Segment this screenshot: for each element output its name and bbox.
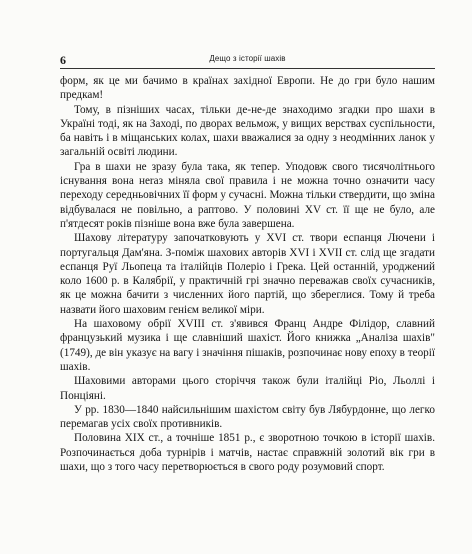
paragraph-3: Гра в шахи не зразу була така, як тепер. Уподовж свого тисячолітнього існування вона неraз міняла свої правила і не можна точно означити часу переходу середньовічних її форм у сучасні. Можна тільки ствердити, що зміна відбувалася не повільно, а раптово. У половині XV ст. її ще не було, але п'ятдесят років пізніше вона вже була завершена. (60, 160, 435, 230)
paragraph-6: Шаховими авторами цього сторіччя також були італійці Ріо, Льоллі і Понціяні. (60, 375, 435, 402)
body-text (60, 74, 435, 474)
paragraph-1: форм, як це ми бачимо в країнах західної Европи. Не до гри було нашим предкам! (60, 75, 435, 102)
running-title: Дещо з історії шахів (209, 54, 286, 63)
paragraph-2: Тому, в пізніших часах, тільки де-не-де знаходимо згадки про шахи в Україні тоді, як на Заході, по дворах вельмож, у вищих верствах суспільности, ба навіть і в міщанських колах, шахи вважалися за одну з неодмінних ланок у загальній освіті людини. (60, 103, 435, 159)
paragraph-4: Шахову літературу започатковують у XVI ст. твори еспанця Лючени і португальця Дам'яна. З-поміж шахових авторів XVI і XVII ст. слід ще згадати еспанця Руї Льопеца та італійців Полеріо і Грека. Цей останній, уроджений коло 1600 р. в Калябрії, у практичній грі значно переважав своїх сучасників, як це можна бачити з численних його партій, що збереглися. Тому й треба назвати його шаховим генієм великої міри. (60, 232, 435, 316)
paragraph-5: На шаховому обрії XVIII ст. з'явився Франц Андре Філідор, славний французький музика і ще славніший шахіст. Його книжка „Аналіза шахів" (1749), де він указує на вагу і значіння пішаків, розпочинає нову епоху в теорії шахів. (60, 318, 435, 373)
page-number: 6 (60, 53, 66, 67)
paragraph-8: Половина XIX ст., а точніше 1851 р., є зворотною точкою в історії шахів. Розпочинається доба турнірів і матчів, настає справжній золотий вік гри в шахи, що з того часу перетворюється в свого роду розумовий спорт. (60, 432, 435, 474)
page-header (60, 52, 435, 69)
paragraph-7: У рр. 1830—1840 найсильнішим шахістом світу був Лябурдонне, що легко перемагав усіх своїх противників. (60, 403, 435, 431)
